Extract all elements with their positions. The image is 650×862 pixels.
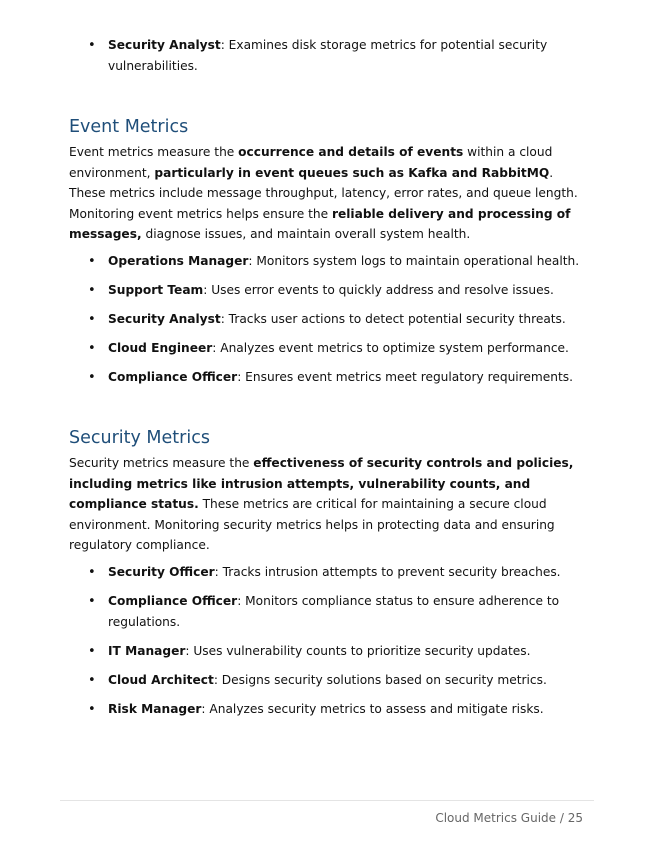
list-item (69, 641, 581, 662)
list-item (69, 251, 581, 272)
section-heading: Security Metrics (69, 428, 210, 448)
paragraph-bold-text: occurrence and details of events (238, 145, 464, 159)
page-footer: Cloud Metrics Guide / 25 (435, 811, 583, 825)
role-description: : Tracks user actions to detect potential security threats. (220, 311, 566, 326)
role-description: : Monitors compliance status to ensure adherence to regulations. (108, 593, 560, 629)
list-item (69, 35, 569, 77)
role-name: Support Team (108, 282, 204, 297)
role-description: : Monitors system logs to maintain operational health. (248, 253, 580, 268)
role-description: : Uses error events to quickly address and resolve issues. (203, 282, 554, 297)
event-roles-list (69, 251, 581, 388)
list-item (69, 338, 581, 359)
role-description: : Examines disk storage metrics for potential security vulnerabilities. (108, 38, 548, 73)
list-item (69, 280, 581, 301)
role-name: Security Analyst (108, 38, 221, 52)
paragraph-bold-text: particularly in event queues such as Kafka and RabbitMQ (154, 165, 550, 180)
continued-bullet-list (69, 35, 569, 85)
role-name: Cloud Engineer (108, 340, 213, 355)
role-name: Security Analyst (108, 311, 221, 326)
role-description: : Tracks intrusion attempts to prevent security breaches. (214, 564, 561, 579)
list-item (69, 309, 581, 330)
paragraph-text: Security metrics measure the (69, 456, 254, 470)
section-paragraph (69, 142, 581, 245)
paragraph-text: . These metrics include message throughput, latency, error rates, and queue length. Monitoring event metrics helps ensure the (69, 165, 578, 221)
footer-divider (60, 800, 594, 801)
paragraph-text: These metrics are critical for maintaining a secure cloud environment. Monitoring security metrics helps in protecting data and ensuring regulatory compliance. (69, 497, 555, 553)
role-description: : Analyzes event metrics to optimize system performance. (212, 340, 569, 355)
list-item (69, 591, 581, 633)
security-metrics-section (69, 425, 581, 728)
role-description: : Analyzes security metrics to assess and mitigate risks. (201, 701, 544, 716)
role-name: Compliance Officer (108, 593, 238, 608)
list-item (69, 562, 581, 583)
paragraph-bold-text: reliable delivery and processing of messages, (69, 206, 571, 242)
list-item (69, 367, 581, 388)
role-name: Cloud Architect (108, 672, 214, 687)
section-heading: Event Metrics (69, 117, 189, 137)
list-item (69, 699, 581, 720)
role-name: Compliance Officer (108, 369, 238, 384)
paragraph-text: Event metrics measure the (69, 145, 239, 159)
role-name: Operations Manager (108, 253, 249, 268)
role-description: : Uses vulnerability counts to prioritize security updates. (185, 643, 531, 658)
security-roles-list (69, 562, 581, 720)
event-metrics-section (69, 114, 581, 396)
role-description: : Ensures event metrics meet regulatory requirements. (237, 369, 574, 384)
role-name: Security Officer (108, 564, 215, 579)
role-description: : Designs security solutions based on security metrics. (213, 672, 547, 687)
paragraph-text: within a cloud environment, (69, 145, 553, 180)
list-item (69, 670, 581, 691)
section-paragraph (69, 453, 581, 556)
role-name: Risk Manager (108, 701, 202, 716)
paragraph-bold-text: effectiveness of security controls and policies, including metrics like intrusion attempts, vulnerability counts, and compliance status. (69, 456, 574, 512)
role-name: IT Manager (108, 643, 186, 658)
paragraph-text: diagnose issues, and maintain overall system health. (141, 227, 471, 242)
